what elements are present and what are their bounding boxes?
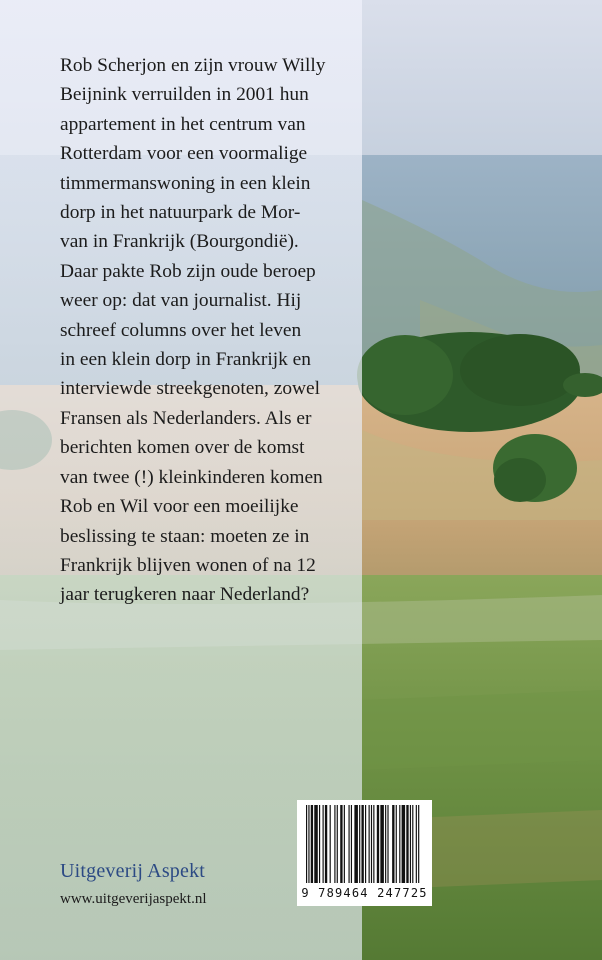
barcode-bar: [334, 805, 335, 883]
barcode-bar: [418, 805, 419, 883]
blurb-line: interviewde streekgenoten, zowel: [60, 378, 321, 400]
barcode-bar: [406, 805, 408, 883]
barcode-bar: [365, 805, 366, 883]
blurb-line: Rob en Wil voor een moeilijke: [60, 496, 299, 518]
blurb-line: van twee (!) kleinkinderen komen: [60, 466, 323, 488]
blurb-line: Rotterdam voor een voormalige: [60, 143, 308, 165]
barcode-bar: [330, 805, 331, 883]
blurb-line: in een klein dorp in Frankrijk en: [60, 349, 311, 371]
barcode-bar: [325, 805, 327, 883]
blurb-line: timmermanswoning in een klein: [60, 172, 311, 194]
barcode-bar: [314, 805, 318, 883]
barcode-bars: [306, 805, 423, 883]
barcode-bar: [371, 805, 372, 883]
barcode-bar: [311, 805, 313, 883]
barcode-bar: [359, 805, 360, 883]
barcode-bar: [340, 805, 342, 883]
blurb-line: appartement in het centrum van: [60, 113, 306, 135]
blurb-line: Beijnink verruilden in 2001 hun: [60, 84, 309, 106]
blurb-line: beslissing te staan: moeten ze in: [60, 525, 310, 547]
blurb-line: jaar terugkeren naar Nederland?: [60, 584, 310, 606]
back-cover-blurb: [60, 51, 360, 610]
isbn-number: 9 789464 247725: [301, 886, 428, 900]
barcode-bar: [396, 805, 397, 883]
barcode-bar: [323, 805, 324, 883]
blurb-line: weer op: dat van journalist. Hij: [60, 290, 302, 312]
barcode-bar: [319, 805, 320, 883]
barcode-bar: [392, 805, 394, 883]
barcode-bar: [377, 805, 379, 883]
publisher-website: www.uitgeverijaspekt.nl: [60, 891, 207, 907]
blurb-line: Frankrijk blijven wonen of na 12: [60, 554, 316, 576]
isbn-barcode: [297, 800, 432, 906]
barcode-bar: [402, 805, 406, 883]
blurb-line: berichten komen over de komst: [60, 437, 305, 459]
barcode-bar: [354, 805, 358, 883]
blurb-line: Fransen als Nederlanders. Als er: [60, 407, 312, 429]
barcode-bar: [416, 805, 417, 883]
barcode-bar: [412, 805, 413, 883]
barcode-bar: [308, 805, 309, 883]
barcode-bar: [387, 805, 388, 883]
barcode-bar: [348, 805, 349, 883]
blurb-line: Daar pakte Rob zijn oude beroep: [60, 260, 316, 282]
barcode-bar: [306, 805, 307, 883]
barcode-bar: [361, 805, 363, 883]
barcode-bar: [351, 805, 352, 883]
blurb-line: Rob Scherjon en zijn vrouw Willy: [60, 55, 326, 76]
blurb-line: van in Frankrijk (Bourgondië).: [60, 231, 299, 253]
barcode-bar: [385, 805, 386, 883]
barcode-bar: [410, 805, 411, 883]
barcode-bar: [380, 805, 384, 883]
barcode-bar: [399, 805, 400, 883]
blurb-line: schreef columns over het leven: [60, 319, 302, 341]
barcode-bar: [337, 805, 338, 883]
barcode-bar: [373, 805, 374, 883]
publisher-name: Uitgeverij Aspekt: [60, 860, 206, 882]
barcode-bar: [369, 805, 370, 883]
blurb-line: dorp in het natuurpark de Mor-: [60, 202, 301, 224]
barcode-bar: [344, 805, 345, 883]
